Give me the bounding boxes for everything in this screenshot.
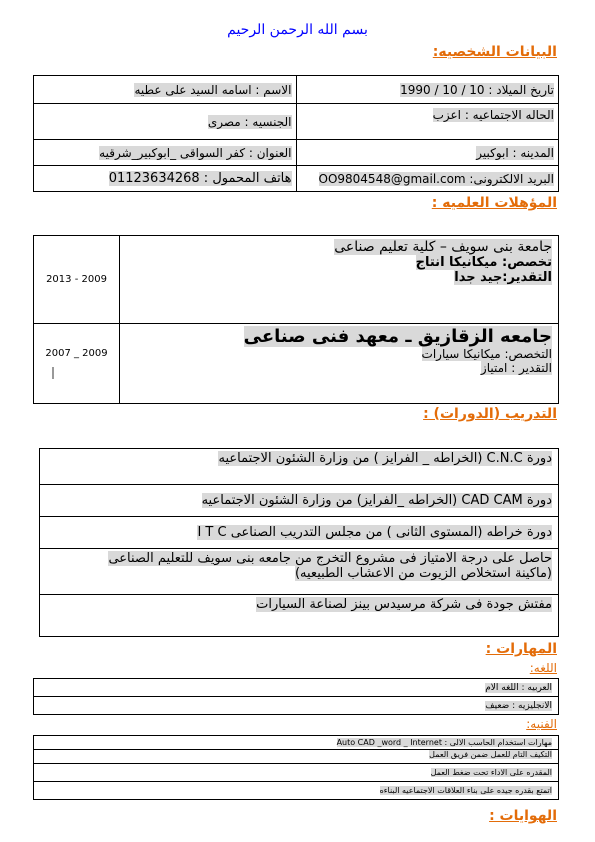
education-years: 2013 - 2009: [46, 274, 107, 285]
education-table: [33, 235, 559, 404]
mobile-value: هاتف المحمول : 01123634268: [108, 171, 292, 186]
technical-item: [34, 782, 559, 800]
address-cell: [34, 140, 297, 166]
city-cell: [296, 140, 559, 166]
education-years-cell: [34, 324, 120, 404]
technical-item: [34, 764, 559, 782]
education-section-title: المؤهلات العلميه :: [431, 195, 557, 211]
language-text: الانجليزيه : ضعيف: [485, 700, 552, 711]
language-subtitle: اللغه:: [529, 661, 557, 675]
training-text: دورة CAD CAM (الخراطه _الفرايز) من وزارة الشئون الاجتماعيه: [201, 493, 552, 508]
training-item: [40, 485, 559, 517]
training-text: حاصل على درجة الامتياز فى مشروع التخرج من جامعه بنى سويف للتعليم الصناعى: [108, 551, 552, 566]
name-cell: [34, 76, 297, 104]
education-years: 2007 _ 2009: [45, 348, 108, 359]
address-value: العنوان : كفر السواقى _ابوكبير_شرقيه: [99, 145, 292, 160]
training-section-title: التدريب (الدورات) :: [423, 406, 557, 422]
technical-table: [33, 735, 559, 800]
personal-table: [33, 75, 559, 192]
education-line-1: جامعة بنى سويف – كلية تعليم صناعى: [334, 239, 552, 255]
text-cursor-mark: [52, 367, 54, 379]
training-item: [40, 595, 559, 637]
education-years-cell: [34, 236, 120, 324]
education-line-3: التقدير:جيد جدا: [454, 270, 552, 285]
technical-text: مهارات استخدام الحاسب الالى : Auto CAD _word _ Internet: [336, 738, 552, 747]
nationality-cell: [34, 104, 297, 140]
marital-cell: [296, 104, 559, 140]
education-item: [120, 236, 559, 324]
education-line-3: التقدير : امتياز: [480, 361, 552, 375]
training-item: [40, 517, 559, 549]
city-value: المدينه : ابوكبير: [476, 145, 554, 160]
education-line-1: جامعه الزقازيق ـ معهد فنى صناعى: [243, 326, 552, 347]
name-value: الاسم : اسامه السيد على عطيه: [134, 82, 292, 97]
technical-item: [34, 736, 559, 750]
language-item: [34, 679, 559, 697]
language-table: [33, 678, 559, 715]
education-line-2: التخصص: ميكانيكا سيارات: [421, 347, 552, 361]
training-item: [40, 549, 559, 595]
email-value: البريد الالكترونى: OO9804548@gmail.com: [318, 171, 554, 186]
birth-cell: [296, 76, 559, 104]
hobbies-section-title: الهوايات :: [489, 808, 557, 824]
training-text: دورة C.N.C (الخراطه _ الفرايز ) من وزارة الشئون الاجتماعيه: [218, 451, 552, 466]
education-line-2: تخصص: ميكانيكا انتاج: [415, 255, 552, 270]
training-text: دورة خراطه (المستوى الثانى ) من مجلس التدريب الصناعى I T C: [197, 525, 552, 540]
training-table: [39, 448, 559, 637]
training-text: مفتش جودة فى شركة مرسيدس بينز لصناعة السيارات: [256, 597, 552, 612]
nationality-value: الجنسيه : مصرى: [207, 114, 292, 129]
education-item: [120, 324, 559, 404]
language-item: [34, 697, 559, 715]
training-text-2: (ماكينة استخلاص الزيوت من الاعشاب الطبيعيه): [294, 566, 552, 581]
skills-section-title: المهارات :: [485, 641, 557, 657]
language-text: العربيه : اللغه الام: [485, 682, 552, 693]
training-item: [40, 449, 559, 485]
birth-value: تاريخ الميلاد : 10 / 10 / 1990: [400, 82, 554, 97]
personal-section-title: البيانات الشخصيه:: [432, 44, 557, 60]
technical-text: المقدره على الاداء تحت ضغط العمل: [430, 768, 552, 777]
marital-value: الحاله الاجتماعيه : اعزب: [432, 108, 554, 122]
mobile-cell: [34, 166, 297, 192]
technical-item: [34, 750, 559, 764]
technical-subtitle: الفنيه:: [526, 717, 557, 731]
technical-text: اتمتع بقدره جيده على بناء العلاقات الاجتماعيه البناءه: [379, 786, 552, 795]
technical-text: التكيف التام للعمل ضمن فريق العمل: [429, 750, 552, 759]
email-cell: [296, 166, 559, 192]
basmala: بسم الله الرحمن الرحيم: [227, 22, 368, 38]
